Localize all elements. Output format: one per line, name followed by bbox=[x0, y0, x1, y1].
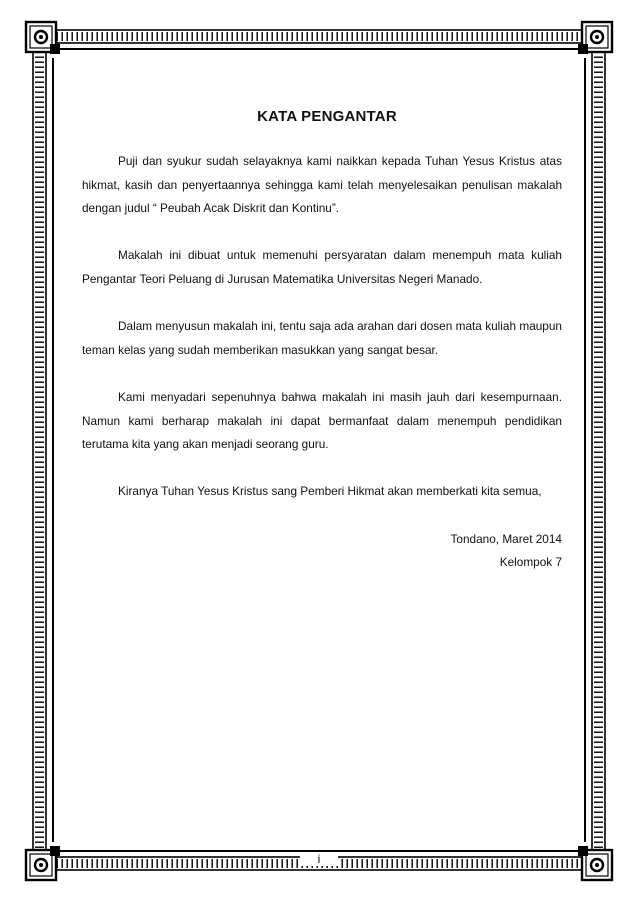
page-title: KATA PENGANTAR bbox=[257, 108, 397, 125]
signature-author: Kelompok 7 bbox=[499, 555, 562, 570]
border-right bbox=[584, 44, 605, 858]
border-left bbox=[33, 44, 54, 858]
corner-ornament-bottom-left bbox=[26, 846, 60, 880]
paragraph-4: Kami menyadari sepenuhnya bahwa makalah ini masih jauh dari kesempurnaan. Namun kami berharap makalah ini dapat bermanfaat dalam menempuh pendidikan terutama kita yang akan menjadi seorang guru. bbox=[82, 389, 562, 452]
corner-ornament-top-right bbox=[578, 22, 612, 54]
corner-ornament-bottom-right bbox=[578, 846, 612, 880]
border-top bbox=[46, 30, 592, 50]
paragraph-5: Kiranya Tuhan Yesus Kristus sang Pemberi Hikmat akan memberkati kita semua, bbox=[118, 484, 542, 499]
signature-block bbox=[82, 528, 562, 575]
paragraph-2: Makalah ini dibuat untuk memenuhi persyaratan dalam menempuh mata kuliah Pengantar Teori Peluang di Jurusan Matematika Universitas Negeri Manado. bbox=[82, 248, 562, 286]
corner-ornament-top-left bbox=[26, 22, 60, 54]
document-body bbox=[82, 108, 562, 575]
page-number: i bbox=[300, 852, 338, 866]
paragraph-3: Dalam menyusun makalah ini, tentu saja ada arahan dari dosen mata kuliah maupun teman kelas yang sudah memberikan masukkan yang sangat besar. bbox=[82, 319, 562, 357]
signature-place-date: Tondano, Maret 2014 bbox=[450, 531, 562, 546]
paragraph-1: Puji dan syukur sudah selayaknya kami naikkan kepada Tuhan Yesus Kristus atas hikmat, kasih dan penyertaannya sehingga kami telah menyelesaikan penulisan makalah dengan judul “ Peubah Acak Diskrit dan Kontinu”. bbox=[82, 154, 562, 216]
